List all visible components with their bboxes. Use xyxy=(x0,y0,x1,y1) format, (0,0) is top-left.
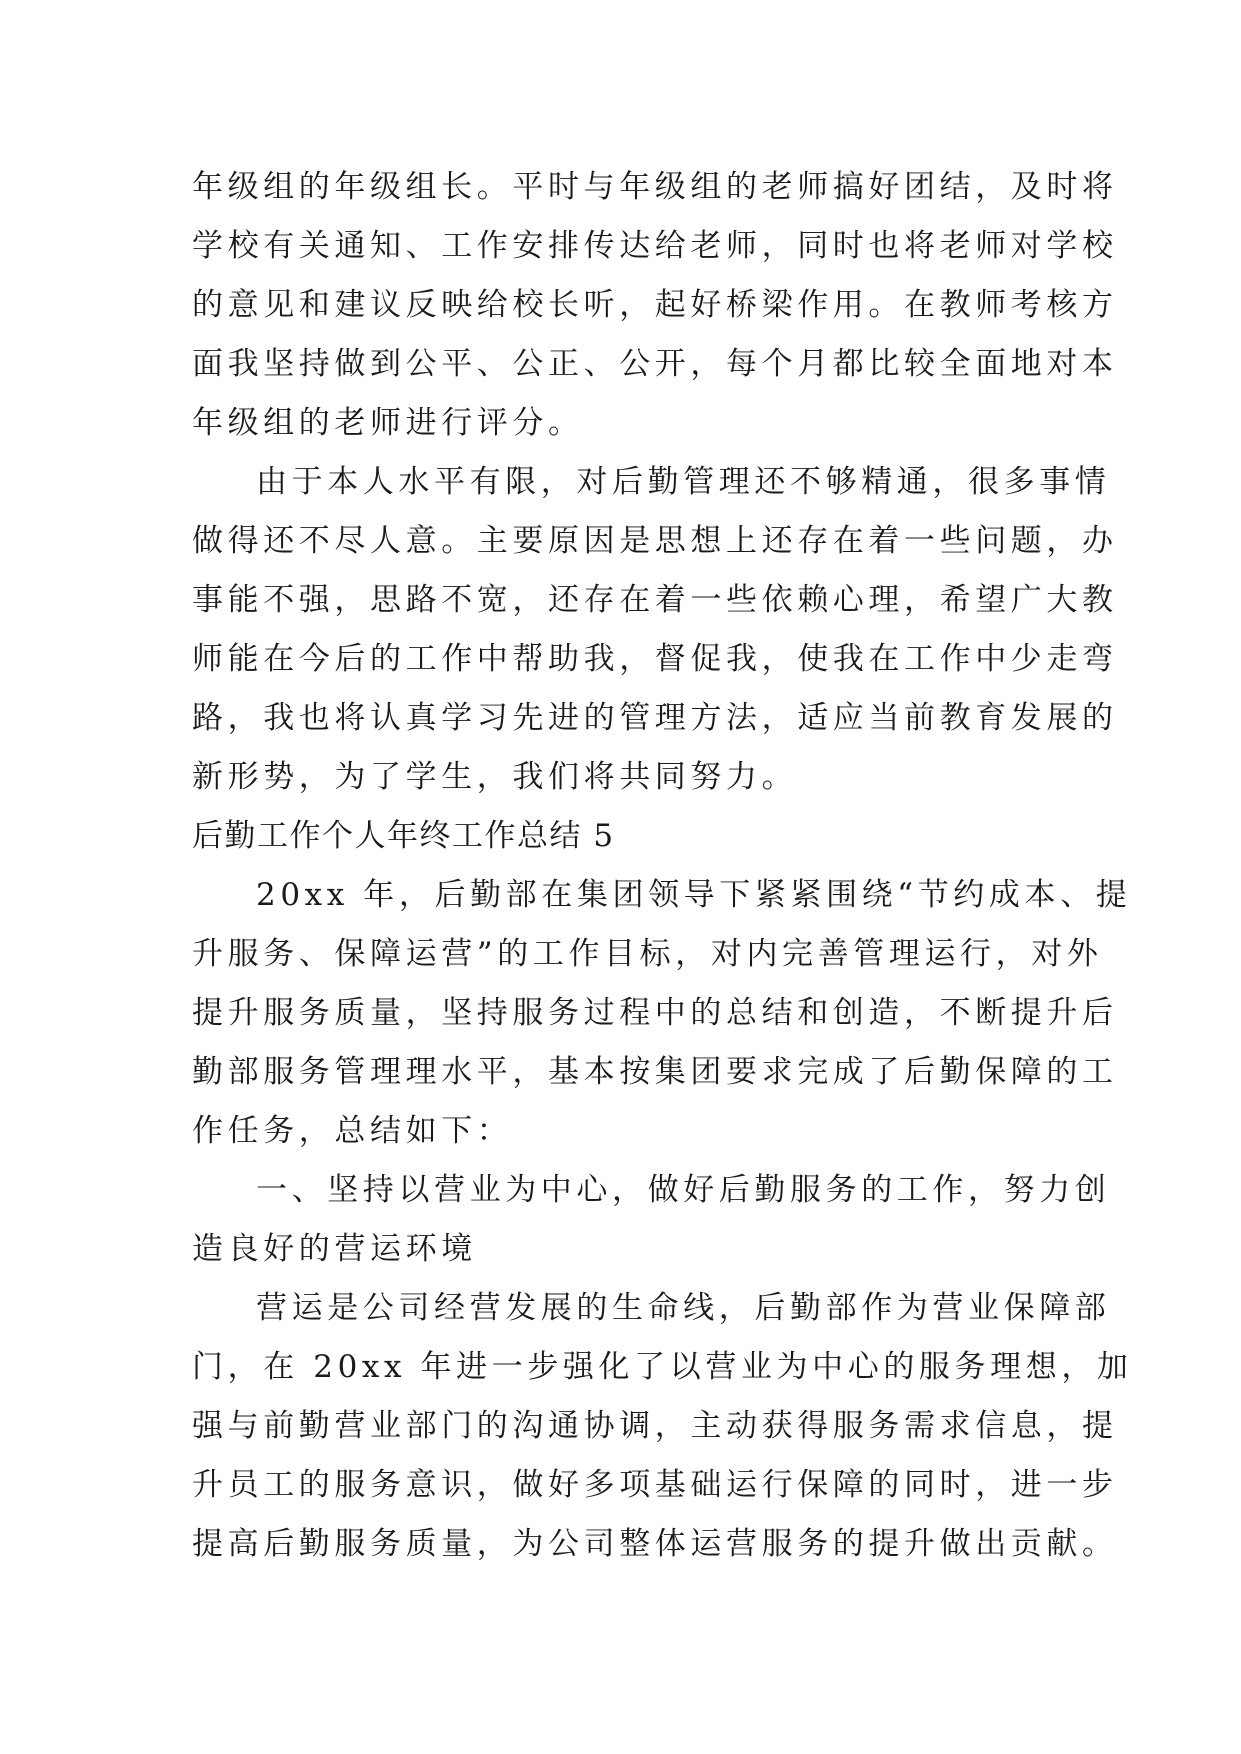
text-line: 的意见和建议反映给校长听，起好桥梁作用。在教师考核方 xyxy=(192,287,1118,323)
text-line: 年级组的老师进行评分。 xyxy=(192,405,584,441)
text-line: 路，我也将认真学习先进的管理方法，适应当前教育发展的 xyxy=(192,700,1118,736)
text-line: 营运是公司经营发展的生命线，后勤部作为营业保障部 xyxy=(256,1290,1111,1326)
text-line: 提高后勤服务质量，为公司整体运营服务的提升做出贡献。 xyxy=(192,1526,1118,1562)
text-line: 面我坚持做到公平、公正、公开，每个月都比较全面地对本 xyxy=(192,346,1118,382)
text-line: 师能在今后的工作中帮助我，督促我，使我在工作中少走弯 xyxy=(192,641,1118,677)
text-line: 20xx 年，后勤部在集团领导下紧紧围绕“节约成本、提 xyxy=(256,877,1132,913)
text-line: 由于本人水平有限，对后勤管理还不够精通，很多事情 xyxy=(256,464,1111,500)
text-line: 升服务、保障运营”的工作目标，对内完善管理运行，对外 xyxy=(192,936,1103,972)
text-line: 强与前勤营业部门的沟通协调，主动获得服务需求信息，提 xyxy=(192,1408,1118,1444)
text-line: 门，在 20xx 年进一步强化了以营业为中心的服务理想，加 xyxy=(192,1349,1133,1385)
document-body xyxy=(192,158,1133,1574)
text-line: 年级组的年级组长。平时与年级组的老师搞好团结，及时将 xyxy=(192,169,1118,205)
text-line: 新形势，为了学生，我们将共同努力。 xyxy=(192,759,798,795)
text-line: 造良好的营运环境 xyxy=(192,1231,477,1267)
text-line: 学校有关通知、工作安排传达给老师，同时也将老师对学校 xyxy=(192,228,1118,264)
text-line: 勤部服务管理理水平，基本按集团要求完成了后勤保障的工 xyxy=(192,1054,1118,1090)
text-line: 事能不强，思路不宽，还存在着一些依赖心理，希望广大教 xyxy=(192,582,1118,618)
text-line: 一、坚持以营业为中心，做好后勤服务的工作，努力创 xyxy=(256,1172,1111,1208)
text-line: 升员工的服务意识，做好多项基础运行保障的同时，进一步 xyxy=(192,1467,1118,1503)
section-heading: 后勤工作个人年终工作总结 5 xyxy=(192,818,615,854)
text-line: 做得还不尽人意。主要原因是思想上还存在着一些问题，办 xyxy=(192,523,1118,559)
text-line: 作任务，总结如下： xyxy=(192,1113,513,1149)
text-line: 提升服务质量，坚持服务过程中的总结和创造，不断提升后 xyxy=(192,995,1118,1031)
